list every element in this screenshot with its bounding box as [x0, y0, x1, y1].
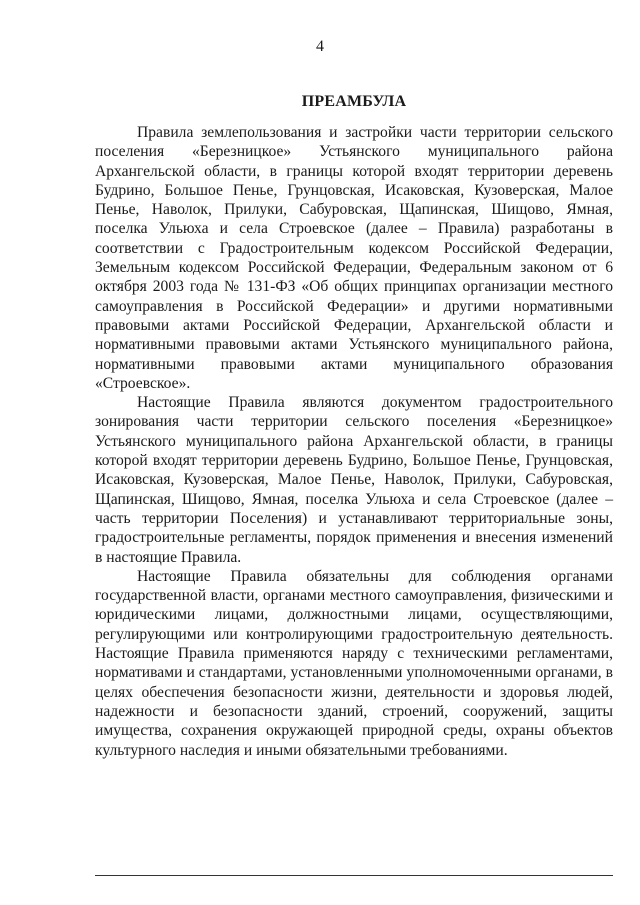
body-text — [95, 123, 613, 760]
section-heading: ПРЕАМБУЛА — [301, 93, 407, 110]
paragraph-3: Настоящие Правила обязательны для соблюдения органами государственной власти, органами местного самоуправления, физическими и юридическими лицами, должностными лицами, осуществляющими, регулирующими или контролирующими градостроительную деятельность. Настоящие Правила применяются наряду с техническими регламентами, нормативами и стандартами, установленными уполномоченными органами, в целях обеспечения безопасности жизни, деятельности и здоровья людей, надежности и безопасности зданий, строений, сооружений, защиты имущества, сохранения окружающей природной среды, охраны объектов культурного наследия и иными обязательными требованиями. — [95, 567, 613, 759]
paragraph-2: Настоящие Правила являются документом градостроительного зонирования части территории сельского поселения «Березницкое» Устьянского муниципального района Архангельской области, в границы которой входят территории деревень Будрино, Большое Пенье, Грунцовская, Исаковская, Кузоверская, Малое Пенье, Наволок, Прилуки, Сабуровская, Щапинская, Шищово, Ямная, поселка Ульюха и села Строевское (далее – часть территории Поселения) и устанавливают территориальные зоны, градостроительные регламенты, порядок применения и внесения изменений в настоящие Правила. — [95, 394, 613, 566]
page-number: 4 — [316, 38, 324, 55]
paragraph-1: Правила землепользования и застройки части территории сельского поселения «Березницкое» Устьянского муниципального района Архангельской области, в границы которой входят территории деревень Будрино, Большое Пенье, Грунцовская, Исаковская, Кузоверская, Малое Пенье, Наволок, Прилуки, Сабуровская, Щапинская, Шищово, Ямная, поселка Ульюха и села Строевское (далее – Правила) разработаны в соответствии с Градостроительным кодексом Российской Федерации, Земельным кодексом Российской Федерации, Федеральным законом от 6 октября 2003 года № 131-ФЗ «Об общих принципах организации местного самоуправления в Российской Федерации» и другими нормативными правовыми актами Российской Федерации, Архангельской области и нормативными правовыми актами Устьянского муниципального района, нормативными правовыми актами муниципального образования «Строевское». — [95, 124, 613, 392]
footer-divider — [95, 875, 613, 876]
